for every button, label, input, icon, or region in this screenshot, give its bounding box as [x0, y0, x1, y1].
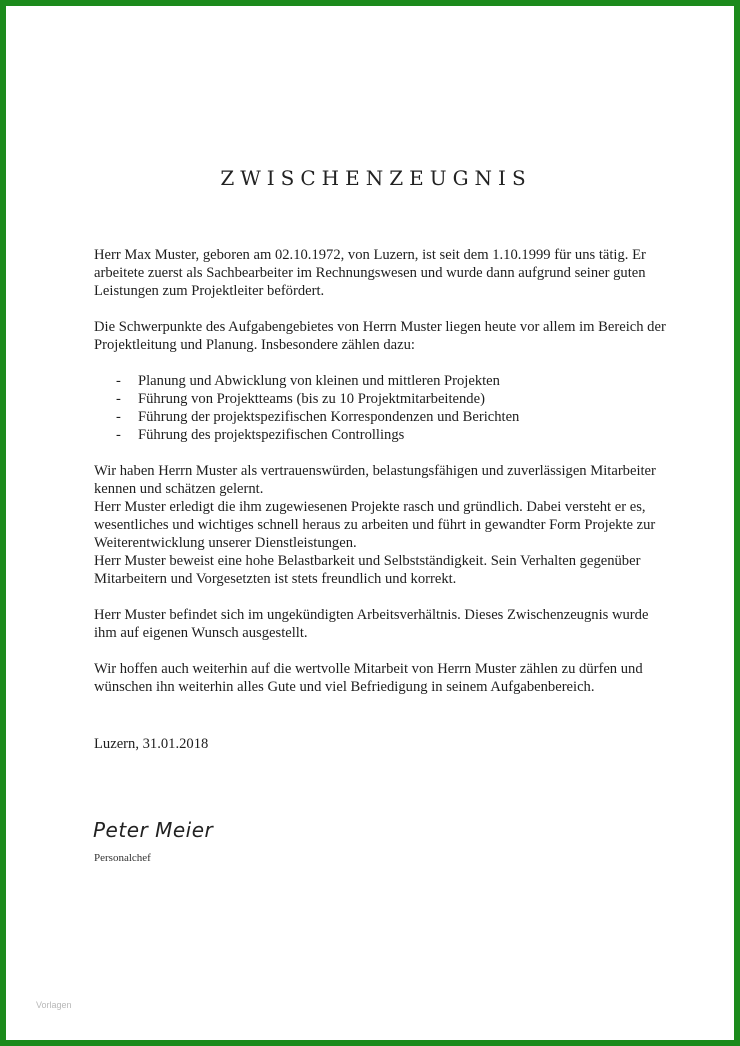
bullet-dash: - [116, 391, 121, 407]
paragraph-closing: Wir hoffen auch weiterhin auf die wertvolle Mitarbeit von Herrn Muster zählen zu dürfen und wünschen ihn weiterhin alles Gute und viel Befriedigung in seinem Aufgabenbereich. [94, 661, 643, 695]
list-item [94, 426, 669, 444]
list-item [94, 408, 669, 426]
place-date: Luzern, 31.01.2018 [94, 736, 209, 752]
paragraph-responsibilities: Die Schwerpunkte des Aufgabengebietes von Herrn Muster liegen heute vor allem im Bereich der Projektleitung und Planung. Insbesondere zählen dazu: [94, 319, 666, 353]
task-text: Planung und Abwicklung von kleinen und mittleren Projekten [138, 373, 500, 389]
paragraph-intro: Herr Max Muster, geboren am 02.10.1972, von Luzern, ist seit dem 1.10.1999 für uns tätig. Er arbeitete zuerst als Sachbearbeiter im Rechnungswesen und wurde dann aufgrund seiner guten Leistungen zum Projektleiter befördert. [94, 247, 646, 299]
bullet-dash: - [116, 409, 121, 425]
list-item [94, 390, 669, 408]
task-list [94, 372, 669, 444]
paragraph-work-quality: Herr Muster erledigt die ihm zugewiesenen Projekte rasch und gründlich. Dabei versteht er es, wesentliches und wichtiges schnell heraus zu arbeiten und führt in gewandter Form Projekte zur Weiterentwicklung unserer Dienstleistungen. [94, 499, 656, 551]
task-text: Führung der projektspezifischen Korrespondenzen und Berichten [138, 409, 520, 425]
task-text: Führung von Projektteams (bis zu 10 Projektmitarbeitende) [138, 391, 485, 407]
bullet-dash: - [116, 427, 121, 443]
document-title: ZWISCHENZEUGNIS [220, 166, 532, 190]
document-body [94, 246, 669, 696]
signature: Peter Meier [93, 818, 214, 842]
paragraph-appreciation: Wir haben Herrn Muster als vertrauenswürden, belastungsfähigen und zuverlässigen Mitarbeiter kennen und schätzen gelernt. [94, 463, 656, 497]
watermark: Vorlagen [36, 1000, 72, 1010]
paragraph-employment-status: Herr Muster befindet sich im ungekündigten Arbeitsverhältnis. Dieses Zwischenzeugnis wurde ihm auf eigenen Wunsch ausgestellt. [94, 607, 649, 641]
bullet-dash: - [116, 373, 121, 389]
list-item [94, 372, 669, 390]
paragraph-conduct: Herr Muster beweist eine hohe Belastbarkeit und Selbstständigkeit. Sein Verhalten gegenüber Mitarbeitern und Vorgesetzten ist stets freundlich und korrekt. [94, 553, 641, 587]
task-text: Führung des projektspezifischen Controllings [138, 427, 405, 443]
signer-role: Personalchef [94, 852, 151, 864]
